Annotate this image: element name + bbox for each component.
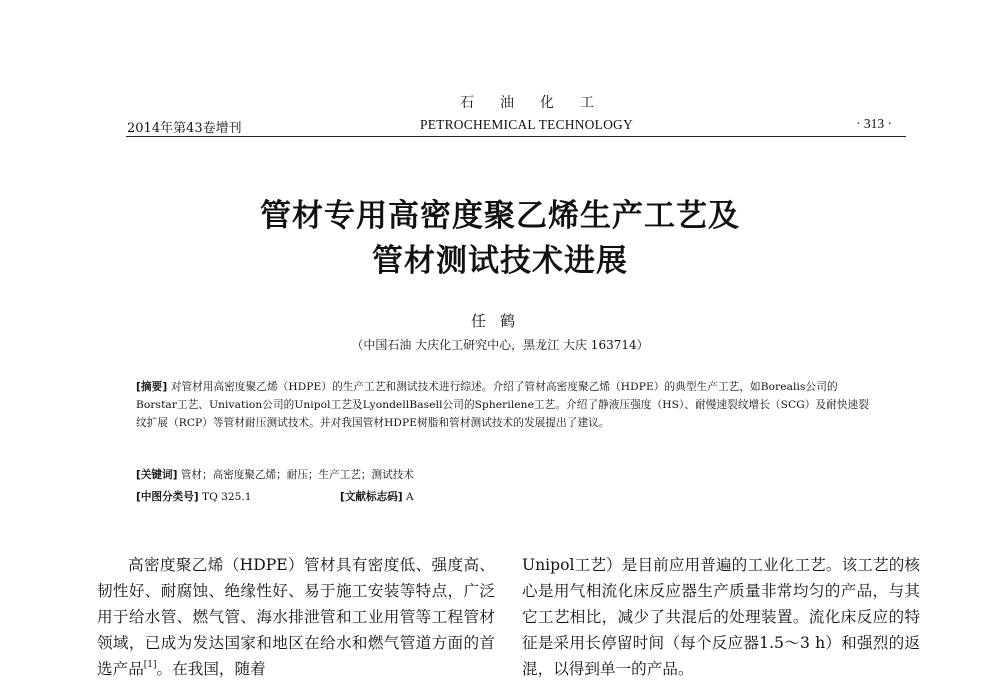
classification-label: [中图分类号] (136, 491, 199, 503)
classification-value: TQ 325.1 (202, 491, 252, 503)
body-right-text: Unipol工艺）是目前应用普遍的工业化工艺。该工艺的核心是用气相流化床反应器生产质量非常均匀的产品，与其它工艺相比，减少了共混后的处理装置。流化床反应的特征是采用长停留时间（每个反应器1.5～3 h）和强烈的返混，以得到单一的产品。 (522, 556, 920, 678)
author-name: 任鹤 (470, 312, 529, 330)
paper-title (130, 194, 870, 284)
keywords (136, 467, 876, 482)
body-column-right (522, 552, 920, 682)
issue-info: 2014年第43卷增刊 (127, 121, 242, 136)
document-code (340, 489, 414, 504)
journal-name-english: PETROCHEMICAL TECHNOLOGY (420, 117, 633, 132)
keywords-text: 管材；高密度聚乙烯；耐压；生产工艺；测试技术 (180, 469, 414, 481)
title-line-2: 管材测试技术进展 (372, 243, 628, 279)
title-line-1: 管材专用高密度聚乙烯生产工艺及 (260, 198, 740, 234)
page-number: · 313 · (856, 116, 892, 131)
keywords-label: [关键词] (136, 469, 178, 481)
abstract-label: [摘要] (136, 381, 168, 393)
classification (136, 489, 251, 504)
author-affiliation: （中国石油 大庆化工研究中心，黑龙江 大庆 163714） (351, 338, 649, 352)
abstract-text: 对管材用高密度聚乙烯（HDPE）的生产工艺和测试技术进行综述。介绍了管材高密度聚乙烯（HDPE）的典型生产工艺，如Borealis公司的Borstar工艺、Univation公司的Unipol工艺及LyondellBasell公司的Spherilene工艺。介绍了静液压强度（HS）、耐慢速裂纹增长（SCG）及耐快速裂纹扩展（RCP）等管材耐压测试技术。并对我国管材HDPE树脂和管材测试技术的发展提出了建议。 (136, 381, 869, 429)
body-column-left (97, 552, 495, 682)
document-code-label: [文献标志码] (340, 491, 403, 503)
header-rule (126, 136, 906, 137)
journal-name-chinese: 石油化工 (460, 95, 620, 111)
citation-ref: [1] (143, 660, 157, 670)
body-left-text: 高密度聚乙烯（HDPE）管材具有密度低、强度高、韧性好、耐腐蚀、绝缘性好、易于施工安装等特点，广泛用于给水管、燃气管、海水排泄管和工业用管等工程管材领域，已成为发达国家和地区在给水和燃气管道方面的首选产品 (97, 556, 495, 678)
document-code-value: A (406, 491, 414, 503)
abstract (136, 378, 874, 432)
body-left-tail: 。在我国，随着 (156, 660, 266, 678)
